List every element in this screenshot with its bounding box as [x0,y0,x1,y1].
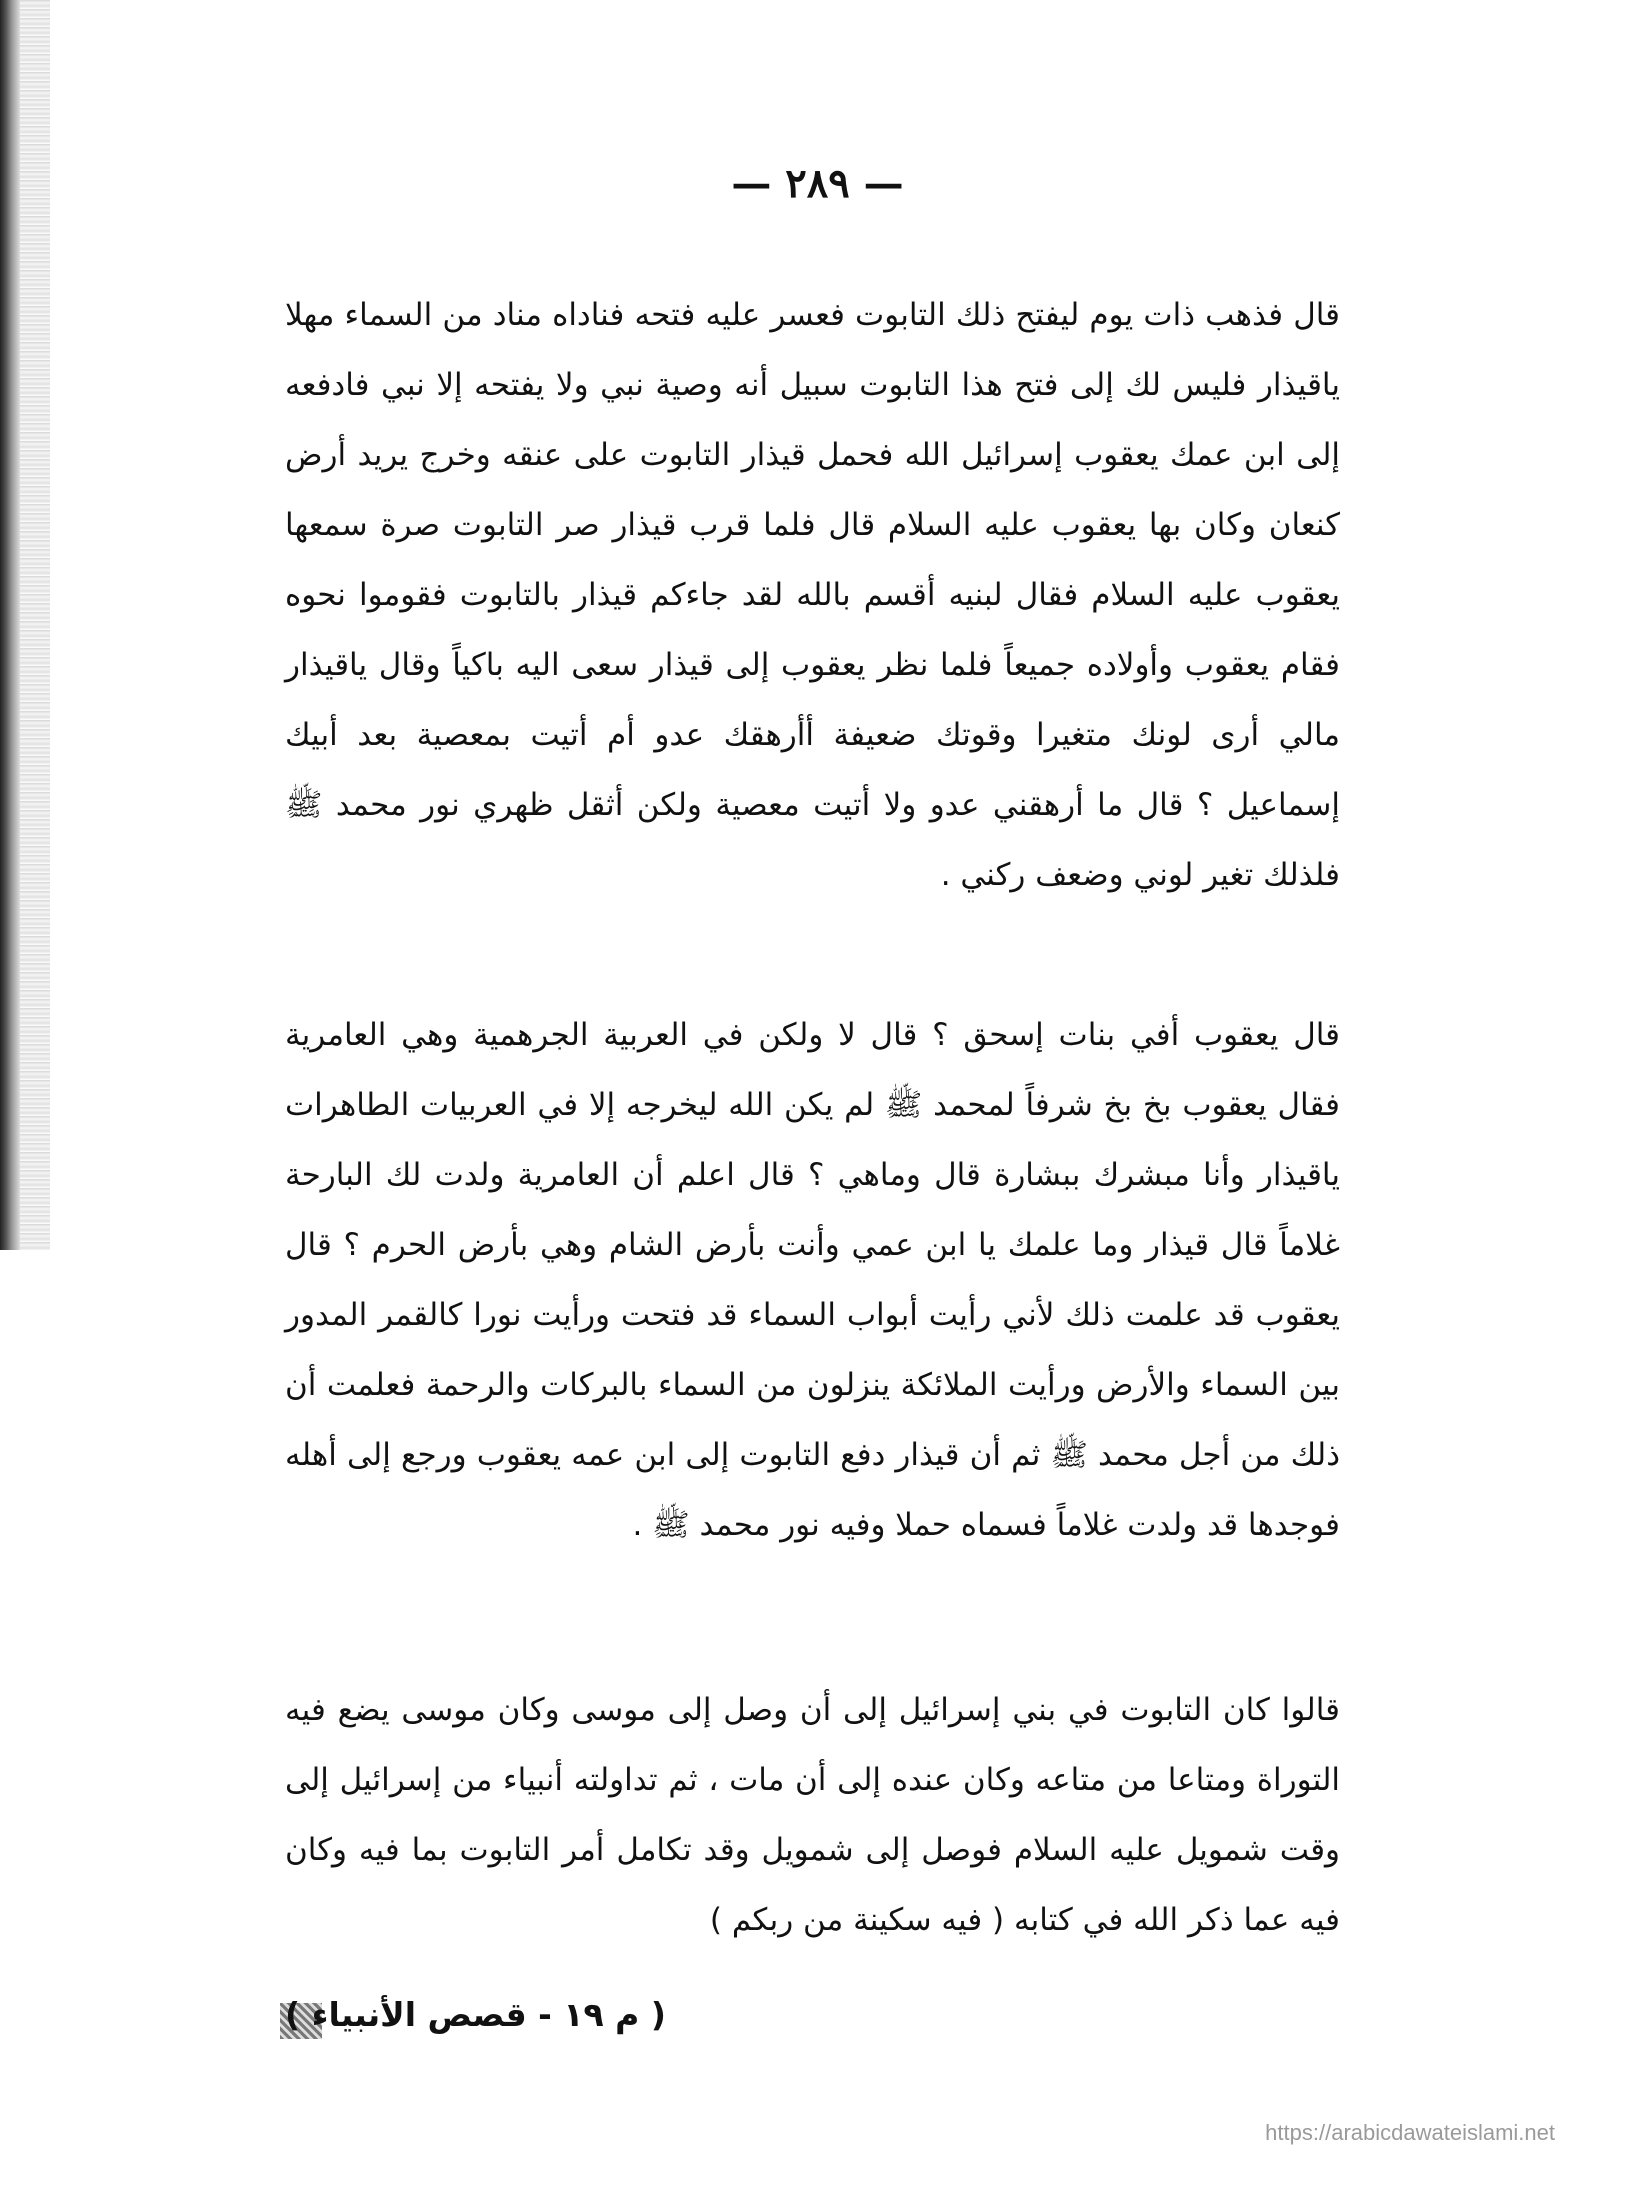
footer-reference: ( م ١٩ - قصص الأنبياء ) [285,1995,666,2034]
page-number: — ٢٨٩ — [731,160,904,207]
watermark-url: https://arabicdawateislami.net [1265,2120,1555,2145]
paragraph-3: قالوا كان التابوت في بني إسرائيل إلى أن وصل إلى موسى وكان موسى يضع فيه التوراة ومتاعا من متاعه وكان عنده إلى أن مات ، ثم تداولته أنبياء من إسرائيل إلى وقت شمويل عليه السلام فوصل إلى شمويل وقد تكامل أمر التابوت بما فيه وكان فيه عما ذكر الله في كتابه ( فيه سكينة من ربكم ) [285,1692,1340,1938]
paragraph-2: قال يعقوب أفي بنات إسحق ؟ قال لا ولكن في العربية الجرهمية وهي العامرية فقال يعقوب بخ بخ شرفاً لمحمد ﷺ لم يكن الله ليخرجه إلا في العربيات الطاهرات ياقيذار وأنا مبشرك ببشارة قال وماهي ؟ قال اعلم أن العامرية ولدت لك البارحة غلاماً قال قيذار وما علمك يا ابن عمي وأنت بأرض الشام وهي بأرض الحرم ؟ قال يعقوب قد علمت ذلك لأني رأيت أبواب السماء قد فتحت ورأيت نورا كالقمر المدور بين السماء والأرض ورأيت الملائكة ينزلون من السماء بالبركات والرحمة فعلمت أن ذلك من أجل محمد ﷺ ثم أن قيذار دفع التابوت إلى ابن عمه يعقوب ورجع إلى أهله فوجدها قد ولدت غلاماً فسماه حملا وفيه نور محمد ﷺ . [285,1017,1340,1543]
paragraph-1: قال فذهب ذات يوم ليفتح ذلك التابوت فعسر عليه فتحه فناداه مناد من السماء مهلا ياقيذار فليس لك إلى فتح هذا التابوت سبيل أنه وصية نبي ولا يفتحه إلا نبي فادفعه إلى ابن عمك يعقوب إسرائيل الله فحمل قيذار التابوت على عنقه وخرج يريد أرض كنعان وكان بها يعقوب عليه السلام قال فلما قرب قيذار صر التابوت صرة سمعها يعقوب عليه السلام فقال لبنيه أقسم بالله لقد جاءكم قيذار بالتابوت فقوموا نحوه فقام يعقوب وأولاده جميعاً فلما نظر يعقوب إلى قيذار سعى اليه باكياً وقال ياقيذار مالي أرى لونك متغيرا وقوتك ضعيفة أأرهقك عدو أم أتيت بمعصية بعد أبيك إسماعيل ؟ قال ما أرهقني عدو ولا أتيت معصية ولكن أثقل ظهري نور محمد ﷺ فلذلك تغير لوني وضعف ركني . [285,297,1340,893]
